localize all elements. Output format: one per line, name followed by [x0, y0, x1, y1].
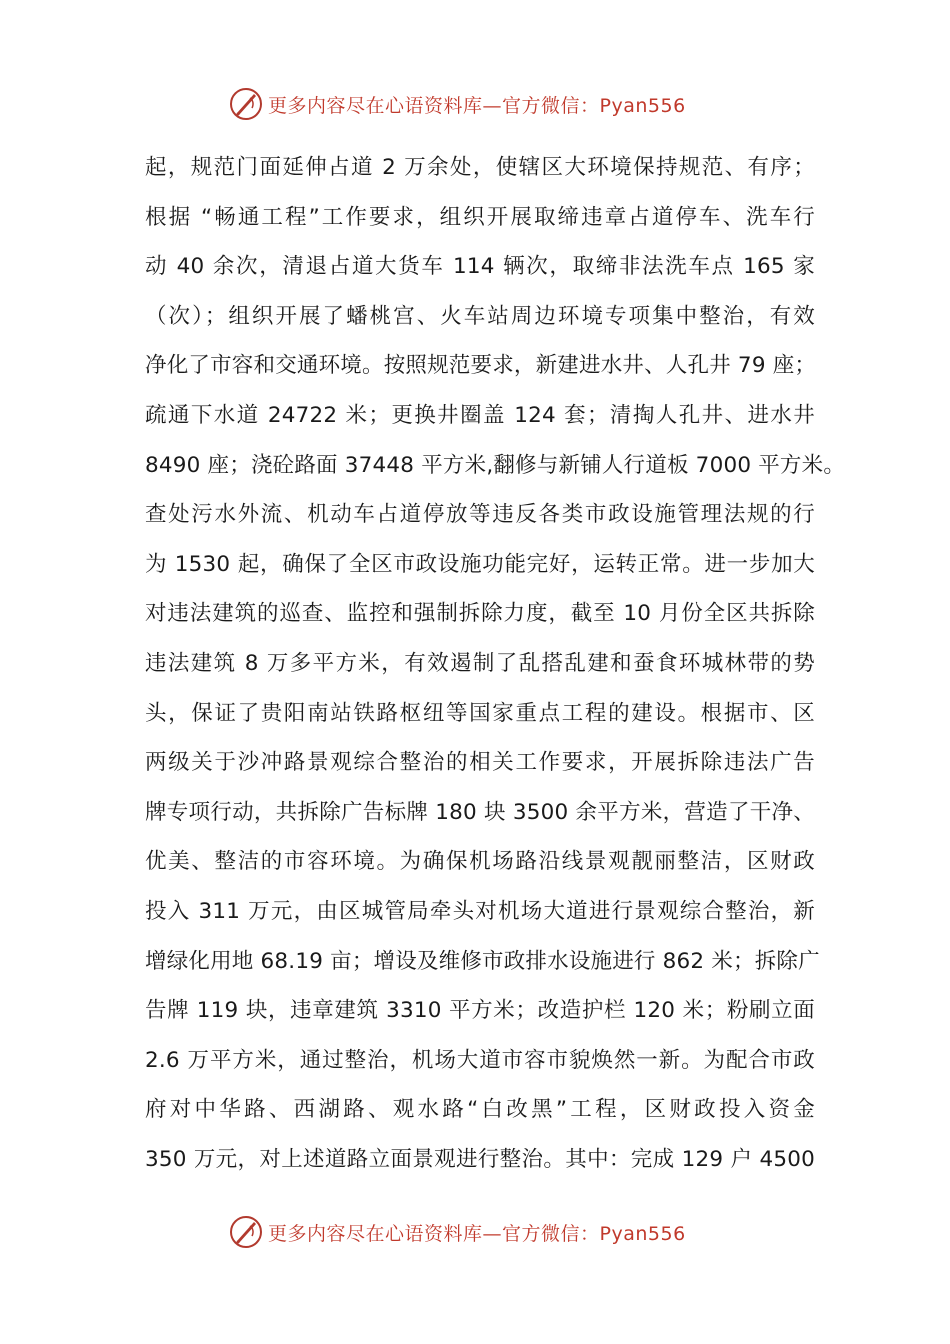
text-line: 8490 座；浇砼路面 37448 平方米,翻修与新铺人行道板 7000 平方米。	[145, 452, 846, 478]
text-line: 告牌 119 块，违章建筑 3310 平方米；改造护栏 120 米；粉刷立面	[145, 998, 815, 1024]
banner-slogan: 更多内容尽在心语资料库—官方微信：	[268, 1222, 600, 1245]
text-line: 动 40 余次，清退占道大货车 114 辆次，取缔非法洗车点 165 家	[145, 254, 815, 280]
document-body	[145, 148, 846, 1189]
text-line: 牌专项行动，共拆除广告标牌 180 块 3500 余平方米，营造了干净、	[145, 799, 815, 825]
text-line: 府对中华路、西湖路、观水路“白改黑”工程，区财政投入资金	[145, 1097, 815, 1123]
text-line: 疏通下水道 24722 米；更换井圈盖 124 套；清掏人孔井、进水井	[145, 402, 815, 428]
banner-text	[268, 1219, 686, 1246]
text-line: 优美、整洁的市容环境。为确保机场路沿线景观靓丽整洁，区财政	[145, 849, 815, 875]
text-line: 违法建筑 8 万多平方米，有效遏制了乱搭乱建和蚕食环城林带的势	[145, 650, 815, 676]
text-line: 头，保证了贵阳南站铁路枢纽等国家重点工程的建设。根据市、区	[145, 700, 815, 726]
text-line: 两级关于沙冲路景观综合整治的相关工作要求，开展拆除违法广告	[145, 750, 815, 776]
text-line: 350 万元，对上述道路立面景观进行整治。其中：完成 129 户 4500	[145, 1146, 815, 1172]
header-banner	[228, 84, 728, 124]
footer-banner	[228, 1212, 728, 1252]
banner-text	[268, 91, 686, 118]
text-line: （次）；组织开展了蟠桃宫、火车站周边环境专项集中整治，有效	[145, 303, 815, 329]
text-line: 净化了市容和交通环境。按照规范要求，新建进水井、人孔井 79 座；	[145, 353, 817, 379]
text-line: 投入 311 万元，由区城管局牵头对机场大道进行景观综合整治，新	[145, 898, 815, 924]
quill-logo-icon	[228, 1214, 264, 1250]
text-line: 为 1530 起，确保了全区市政设施功能完好，运转正常。进一步加大	[145, 551, 815, 577]
wechat-id: Pyan556	[599, 94, 686, 117]
text-line: 根据 “畅通工程”工作要求，组织开展取缔违章占道停车、洗车行	[145, 204, 815, 230]
text-line: 2.6 万平方米，通过整治，机场大道市容市貌焕然一新。为配合市政	[145, 1047, 815, 1073]
quill-logo-icon	[228, 86, 264, 122]
text-line: 增绿化用地 68.19 亩；增设及维修市政排水设施进行 862 米；拆除广	[145, 948, 820, 974]
wechat-id: Pyan556	[599, 1222, 686, 1245]
text-line: 查处污水外流、机动车占道停放等违反各类市政设施管理法规的行	[145, 502, 815, 528]
text-line: 起，规范门面延伸占道 2 万余处，使辖区大环境保持规范、有序；	[145, 155, 815, 180]
banner-slogan: 更多内容尽在心语资料库—官方微信：	[268, 94, 600, 117]
text-line: 对违法建筑的巡查、监控和强制拆除力度，截至 10 月份全区共拆除	[145, 601, 815, 627]
